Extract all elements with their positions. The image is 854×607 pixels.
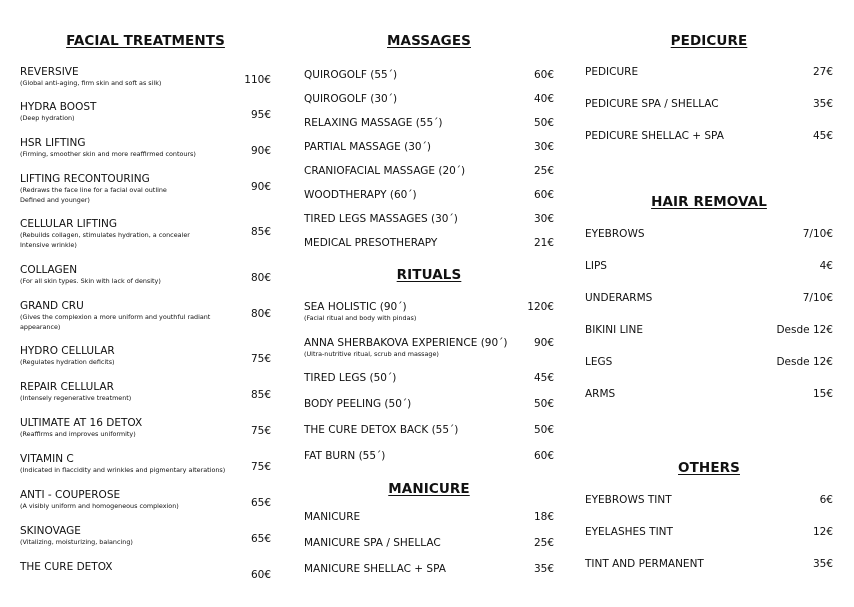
item-price: 85€	[250, 226, 271, 238]
item-row	[585, 228, 833, 240]
item-row	[304, 372, 554, 384]
list-item	[304, 372, 554, 384]
list-item	[304, 301, 554, 323]
item-description: (Reaffirms and improves uniformity)	[20, 430, 136, 438]
item-description: (Deep hydration)	[20, 114, 75, 122]
list-item	[585, 388, 833, 400]
item-description: (Regulates hydration deficits)	[20, 358, 115, 366]
list-item	[20, 525, 271, 547]
item-price: 25€	[533, 537, 554, 549]
list-item	[304, 165, 554, 177]
item-row	[304, 69, 554, 81]
item-name: HSR LIFTING	[20, 137, 86, 149]
item-name: MANICURE SPA / SHELLAC	[304, 537, 441, 549]
item-name: CRANIOFACIAL MASSAGE (20´)	[304, 165, 466, 177]
item-price: 45€	[533, 372, 554, 384]
item-price: 35€	[533, 563, 554, 575]
list-item	[20, 417, 271, 439]
item-price: 4€	[819, 260, 833, 272]
item-price: 80€	[250, 272, 271, 284]
item-description: (For all skin types. Skin with lack of density)	[20, 277, 161, 285]
item-price: 35€	[812, 98, 833, 110]
item-price: 120€	[527, 301, 554, 313]
item-price: 95€	[250, 109, 271, 121]
item-row	[304, 450, 554, 462]
list-item	[20, 345, 271, 367]
list-item	[304, 213, 554, 225]
facial-treatments-heading: FACIAL TREATMENTS	[66, 33, 225, 49]
list-item	[20, 381, 271, 403]
item-row	[585, 260, 833, 272]
item-name: ANNA SHERBAKOVA EXPERIENCE (90´)	[304, 337, 508, 349]
list-item	[20, 137, 271, 159]
item-price: 110€	[244, 74, 271, 86]
item-name: EYELASHES TINT	[585, 526, 673, 538]
item-row	[585, 98, 833, 110]
item-name: GRAND CRU	[20, 300, 84, 312]
item-row	[585, 526, 833, 538]
item-name: SKINOVAGE	[20, 525, 81, 537]
item-name: MEDICAL PRESOTHERAPY	[304, 237, 438, 249]
item-price: 50€	[533, 117, 554, 129]
item-name: BODY PEELING (50´)	[304, 398, 412, 410]
item-row	[304, 189, 554, 201]
item-name: ULTIMATE AT 16 DETOX	[20, 417, 143, 429]
item-description: appearance)	[20, 323, 61, 331]
list-item	[304, 398, 554, 410]
list-item	[20, 264, 271, 286]
item-price: 50€	[533, 398, 554, 410]
item-row	[585, 356, 833, 368]
item-description: (Vitalizing, moisturizing, balancing)	[20, 538, 133, 546]
item-description: (Rebuilds collagen, stimulates hydration, a concealer	[20, 231, 190, 239]
item-price: 65€	[250, 497, 271, 509]
item-row	[585, 66, 833, 78]
item-name: REPAIR CELLULAR	[20, 381, 114, 393]
item-description: Intensive wrinkle)	[20, 241, 77, 249]
item-description: (Facial ritual and body with pindas)	[304, 314, 417, 322]
item-price: 45€	[812, 130, 833, 142]
item-price: 30€	[533, 141, 554, 153]
list-item	[304, 93, 554, 105]
item-price: 60€	[533, 189, 554, 201]
list-item	[585, 228, 833, 240]
hair-removal-heading: HAIR REMOVAL	[651, 194, 767, 210]
item-price: 65€	[250, 533, 271, 545]
item-name: PEDICURE	[585, 66, 639, 78]
item-row	[585, 324, 833, 336]
item-name: BIKINI LINE	[585, 324, 644, 336]
list-item	[585, 356, 833, 368]
item-name: QUIROGOLF (55´)	[304, 69, 398, 81]
item-row	[20, 561, 271, 581]
item-row	[304, 165, 554, 177]
others-heading: OTHERS	[678, 460, 740, 476]
item-row	[304, 117, 554, 129]
item-name: TIRED LEGS MASSAGES (30´)	[304, 213, 458, 225]
item-row	[585, 292, 833, 304]
list-item	[585, 526, 833, 538]
list-item	[304, 69, 554, 81]
item-price: 75€	[250, 461, 271, 473]
item-row	[304, 337, 554, 349]
item-name: RELAXING MASSAGE (55´)	[304, 117, 443, 129]
item-name: HYDRO CELLULAR	[20, 345, 115, 357]
item-name: QUIROGOLF (30´)	[304, 93, 398, 105]
item-row	[304, 424, 554, 436]
item-price: 25€	[533, 165, 554, 177]
list-item	[20, 561, 271, 581]
item-description: (Ultra-nutritive ritual, scrub and massage)	[304, 350, 439, 358]
list-item	[304, 117, 554, 129]
item-description: (A visibly uniform and homogeneous complexion)	[20, 502, 179, 510]
item-row	[304, 301, 554, 313]
item-row	[585, 388, 833, 400]
item-row	[304, 563, 554, 575]
list-item	[20, 218, 271, 250]
list-item	[20, 101, 271, 123]
item-name: LEGS	[585, 356, 613, 368]
list-item	[585, 558, 833, 570]
item-description: (Intensely regenerative treatment)	[20, 394, 132, 402]
item-name: FAT BURN (55´)	[304, 450, 386, 462]
item-price: 60€	[533, 69, 554, 81]
item-row	[585, 558, 833, 570]
item-row	[304, 93, 554, 105]
item-name: LIFTING RECONTOURING	[20, 173, 150, 185]
list-item	[20, 66, 271, 88]
item-name: MANICURE SHELLAC + SPA	[304, 563, 446, 575]
list-item	[304, 237, 554, 249]
item-row	[304, 511, 554, 523]
list-item	[585, 324, 833, 336]
item-row	[304, 537, 554, 549]
item-price: 90€	[533, 337, 554, 349]
item-price: 15€	[812, 388, 833, 400]
list-item	[585, 260, 833, 272]
item-price: 7/10€	[802, 228, 833, 240]
list-item	[304, 337, 554, 359]
item-price: 27€	[812, 66, 833, 78]
list-item	[585, 130, 833, 142]
item-name: ARMS	[585, 388, 616, 400]
item-price: 7/10€	[802, 292, 833, 304]
item-name: PEDICURE SPA / SHELLAC	[585, 98, 719, 110]
item-name: VITAMIN C	[20, 453, 74, 465]
item-price: 75€	[250, 425, 271, 437]
list-item	[20, 453, 271, 475]
item-price: 50€	[533, 424, 554, 436]
item-price: 40€	[533, 93, 554, 105]
item-row	[304, 213, 554, 225]
item-price: 60€	[533, 450, 554, 462]
item-description: (Gives the complexion a more uniform and youthful radiant	[20, 313, 211, 321]
list-item	[585, 98, 833, 110]
rituals-heading: RITUALS	[396, 267, 462, 283]
item-name: THE CURE DETOX BACK (55´)	[304, 424, 459, 436]
item-price: 21€	[533, 237, 554, 249]
item-row	[585, 494, 833, 506]
item-name: UNDERARMS	[585, 292, 653, 304]
item-name: EYEBROWS TINT	[585, 494, 672, 506]
item-price: 80€	[250, 308, 271, 320]
list-item	[20, 173, 271, 205]
item-row	[304, 398, 554, 410]
item-price: 18€	[533, 511, 554, 523]
list-item	[304, 563, 554, 575]
item-name: SEA HOLISTIC (90´)	[304, 301, 407, 313]
item-price: 90€	[250, 181, 271, 193]
item-price: Desde 12€	[776, 356, 833, 368]
item-row	[304, 237, 554, 249]
item-name: EYEBROWS	[585, 228, 645, 240]
item-name: HYDRA BOOST	[20, 101, 97, 113]
list-item	[304, 450, 554, 462]
item-description: Defined and younger)	[20, 196, 90, 204]
list-item	[304, 537, 554, 549]
item-name: PARTIAL MASSAGE (30´)	[304, 141, 431, 153]
item-price: 90€	[250, 145, 271, 157]
item-price: 85€	[250, 389, 271, 401]
list-item	[585, 66, 833, 78]
list-item	[304, 141, 554, 153]
list-item	[304, 511, 554, 523]
item-row	[304, 141, 554, 153]
item-name: REVERSIVE	[20, 66, 79, 78]
item-price: 6€	[819, 494, 833, 506]
item-name: COLLAGEN	[20, 264, 78, 276]
item-description: (Firming, smoother skin and more reaffirmed contours)	[20, 150, 196, 158]
list-item	[585, 494, 833, 506]
item-name: ANTI - COUPEROSE	[20, 489, 121, 501]
item-name: LIPS	[585, 260, 607, 272]
manicure-heading: MANICURE	[388, 481, 470, 497]
item-name: CELLULAR LIFTING	[20, 218, 118, 230]
item-description: (Redraws the face line for a facial oval outline	[20, 186, 167, 194]
list-item	[304, 424, 554, 436]
item-price: 12€	[812, 526, 833, 538]
item-description: (Global anti-aging, firm skin and soft as silk)	[20, 79, 162, 87]
list-item	[20, 300, 271, 332]
item-price: 35€	[812, 558, 833, 570]
item-name: TIRED LEGS (50´)	[304, 372, 397, 384]
list-item	[304, 189, 554, 201]
item-price: 75€	[250, 353, 271, 365]
item-price: 30€	[533, 213, 554, 225]
list-item	[585, 292, 833, 304]
item-name: WOODTHERAPY (60´)	[304, 189, 417, 201]
item-name: PEDICURE SHELLAC + SPA	[585, 130, 724, 142]
list-item	[20, 489, 271, 511]
massages-heading: MASSAGES	[387, 33, 471, 49]
item-name: THE CURE DETOX	[20, 561, 113, 573]
item-price: 60€	[250, 569, 271, 581]
item-name: TINT AND PERMANENT	[585, 558, 704, 570]
item-row	[585, 130, 833, 142]
item-name: MANICURE	[304, 511, 361, 523]
item-description: (Indicated in flaccidity and wrinkles and pigmentary alterations)	[20, 466, 226, 474]
pedicure-heading: PEDICURE	[670, 33, 748, 49]
item-price: Desde 12€	[776, 324, 833, 336]
